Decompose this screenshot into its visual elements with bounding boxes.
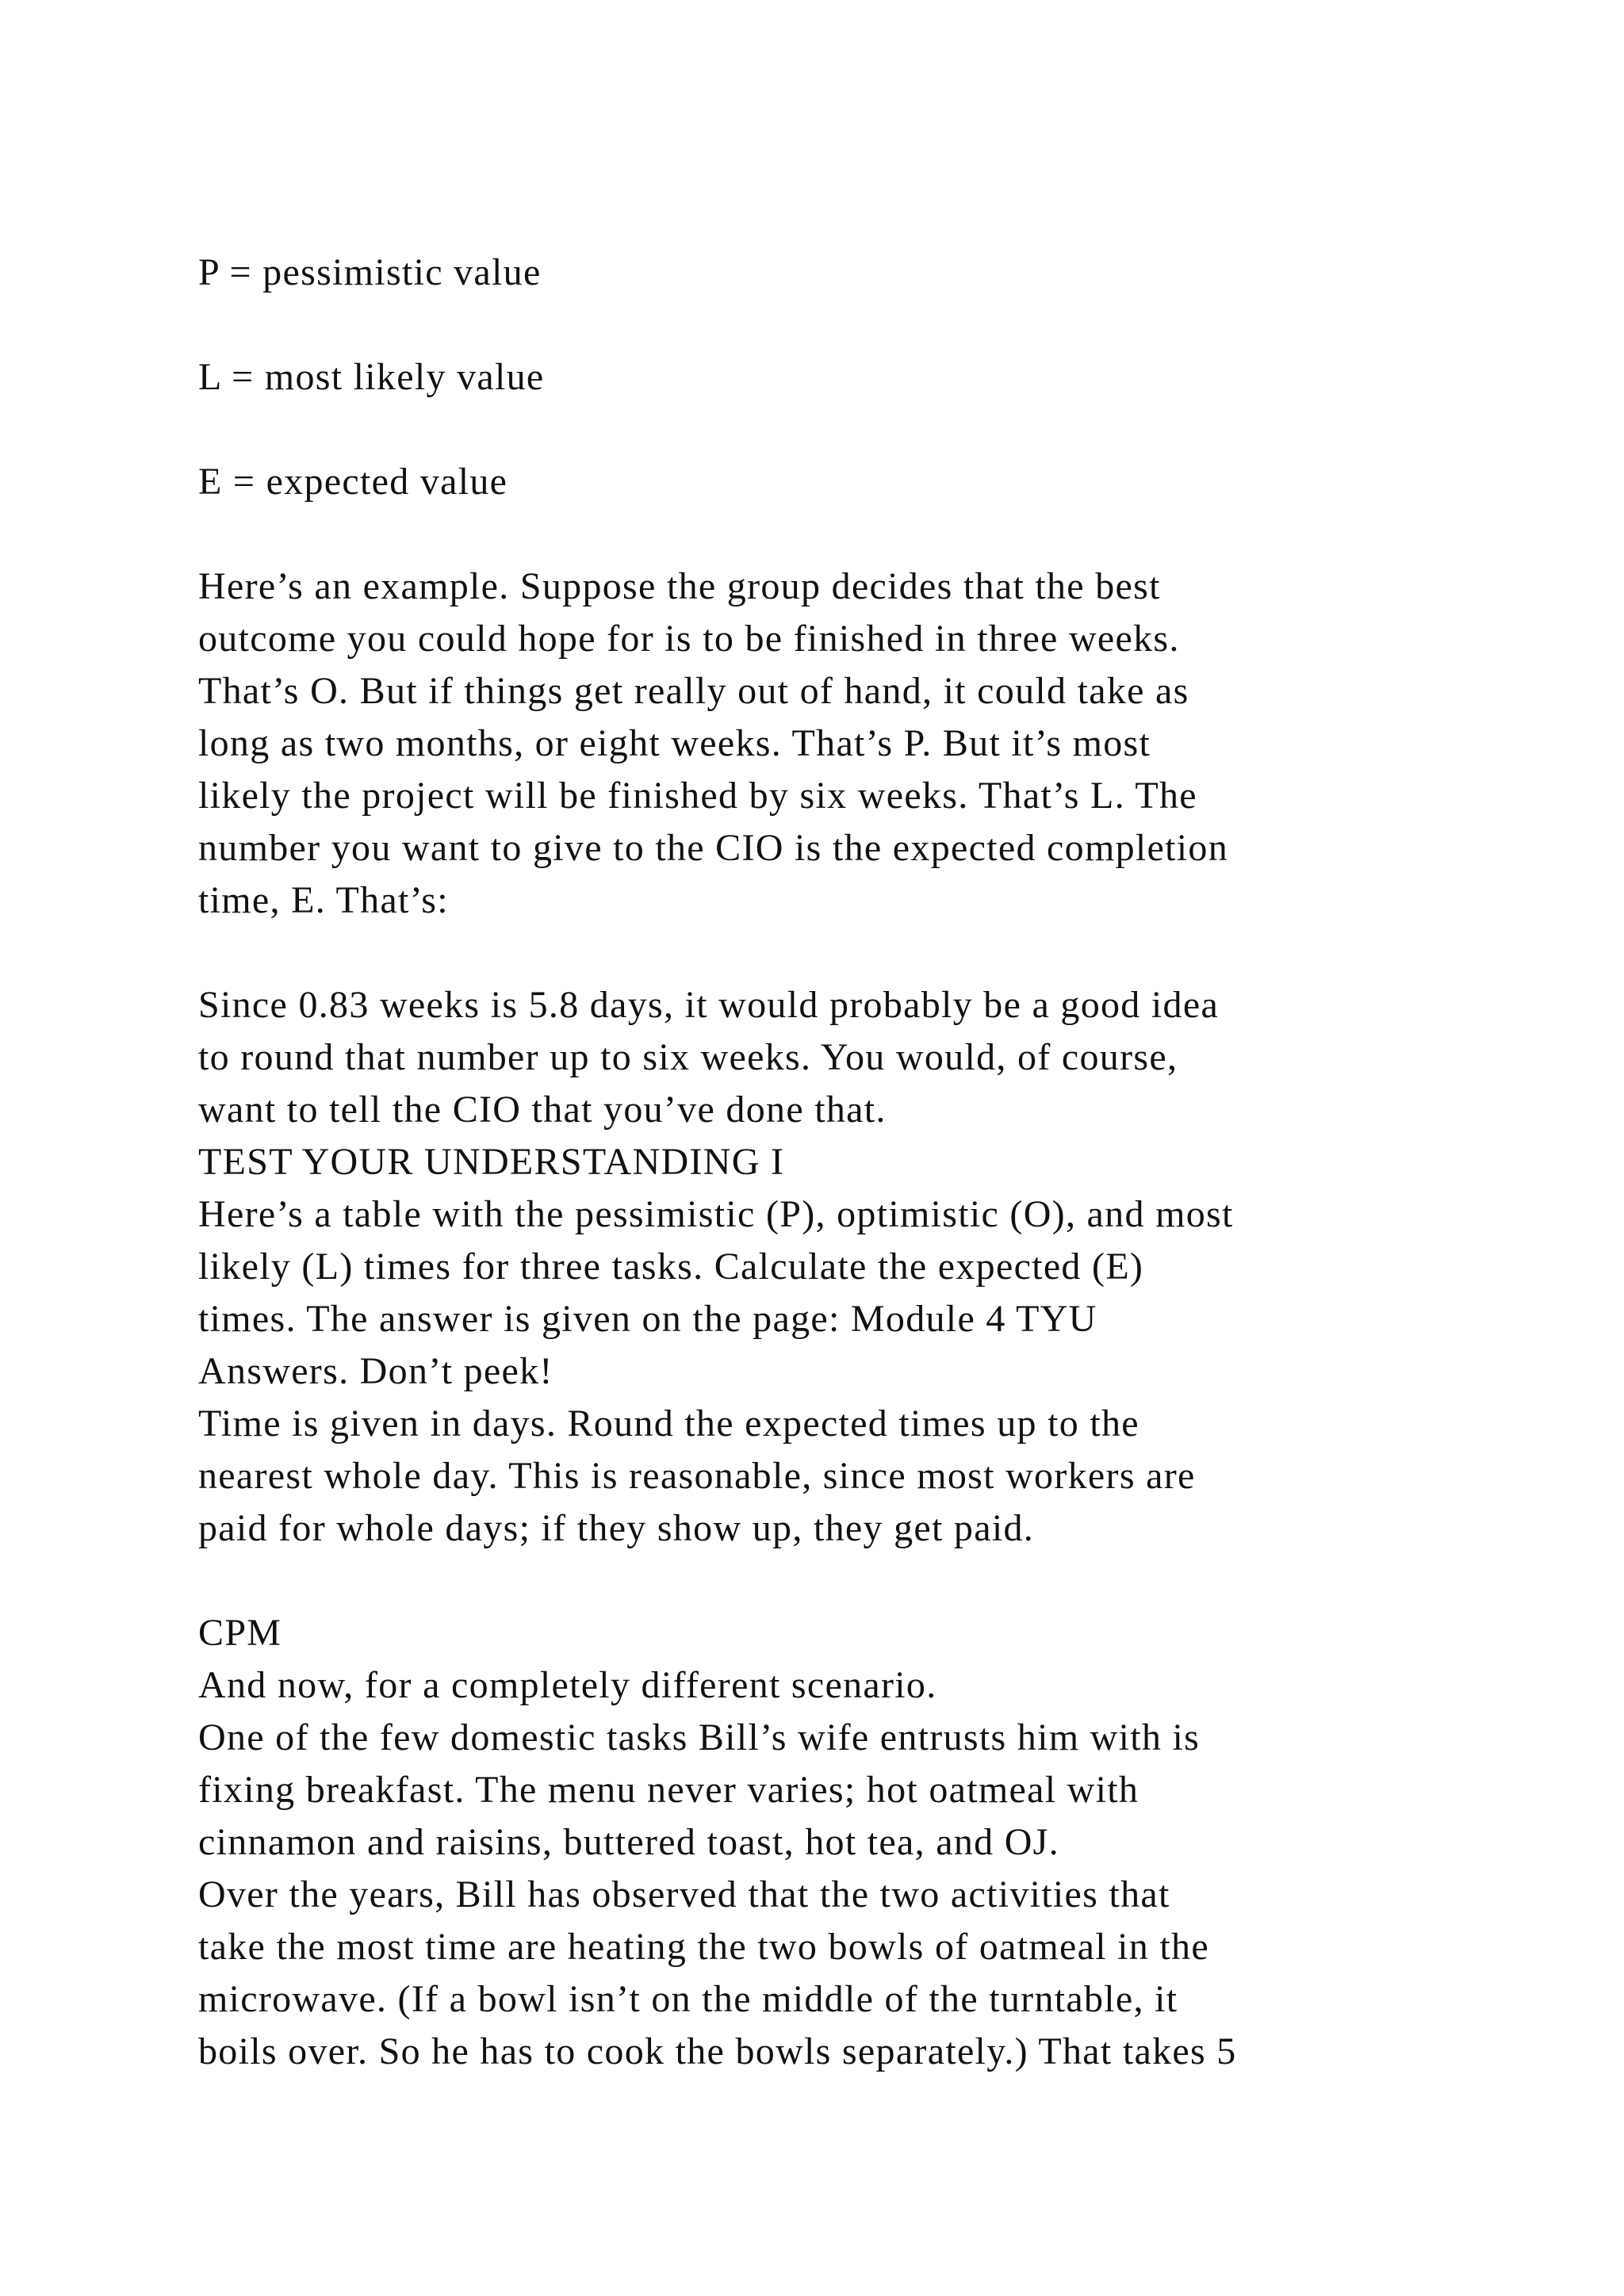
paragraph-line: boils over. So he has to cook the bowls separately.) That takes 5	[198, 2030, 1237, 2072]
paragraph-line: Answers. Don’t peek!	[198, 1350, 553, 1392]
paragraph-line: Here’s a table with the pessimistic (P), optimistic (O), and most	[198, 1193, 1234, 1235]
paragraph-line: outcome you could hope for is to be finished in three weeks.	[198, 618, 1180, 660]
paragraph-line: Over the years, Bill has observed that the two activities that	[198, 1873, 1170, 1915]
paragraph-line: fixing breakfast. The menu never varies; hot oatmeal with	[198, 1769, 1139, 1811]
definition-most-likely: L = most likely value	[198, 356, 545, 398]
paragraph-line: Here’s an example. Suppose the group decides that the best	[198, 565, 1161, 607]
definition-pessimistic: P = pessimistic value	[198, 251, 542, 293]
paragraph-line: cinnamon and raisins, buttered toast, hot tea, and OJ.	[198, 1821, 1059, 1863]
paragraph-line: want to tell the CIO that you’ve done that.	[198, 1089, 887, 1131]
paragraph-line: times. The answer is given on the page: Module 4 TYU	[198, 1298, 1097, 1340]
paragraph-line: likely (L) times for three tasks. Calculate the expected (E)	[198, 1246, 1144, 1288]
paragraph-line: And now, for a completely different scenario.	[198, 1664, 937, 1706]
paragraph-line: likely the project will be finished by six weeks. That’s L. The	[198, 775, 1197, 817]
section-heading: CPM	[198, 1612, 282, 1654]
paragraph-line: to round that number up to six weeks. You would, of course,	[198, 1036, 1178, 1078]
paragraph-line: microwave. (If a bowl isn’t on the middle of the turntable, it	[198, 1978, 1178, 2020]
section-heading: TEST YOUR UNDERSTANDING I	[198, 1141, 785, 1183]
paragraph-line: One of the few domestic tasks Bill’s wife entrusts him with is	[198, 1716, 1201, 1758]
paragraph-line: That’s O. But if things get really out of hand, it could take as	[198, 670, 1189, 712]
paragraph-line: Since 0.83 weeks is 5.8 days, it would probably be a good idea	[198, 984, 1220, 1026]
paragraph-line: paid for whole days; if they show up, they get paid.	[198, 1507, 1035, 1549]
paragraph-line: take the most time are heating the two bowls of oatmeal in the	[198, 1926, 1209, 1968]
paragraph-line: Time is given in days. Round the expected times up to the	[198, 1402, 1139, 1445]
paragraph-line: nearest whole day. This is reasonable, since most workers are	[198, 1455, 1196, 1497]
paragraph-line: long as two months, or eight weeks. That’s P. But it’s most	[198, 722, 1151, 764]
paragraph-line: time, E. That’s:	[198, 879, 449, 921]
definition-expected: E = expected value	[198, 461, 508, 503]
paragraph-line: number you want to give to the CIO is the expected completion	[198, 827, 1229, 869]
